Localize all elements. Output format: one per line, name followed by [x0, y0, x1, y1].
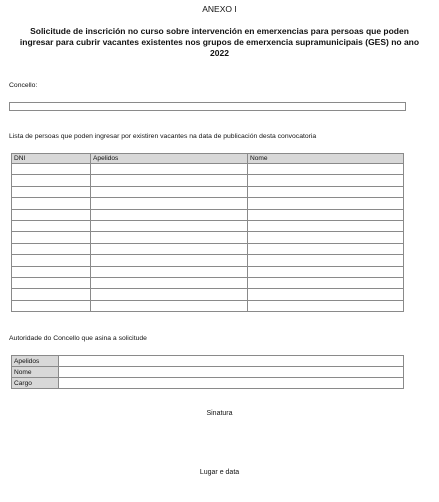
table-cell-nome[interactable] — [248, 198, 404, 209]
table-cell-dni[interactable] — [12, 198, 91, 209]
table-cell-nome[interactable] — [248, 255, 404, 266]
authority-table — [11, 355, 404, 389]
table-cell-nome[interactable] — [248, 289, 404, 300]
table-cell-dni[interactable] — [12, 300, 91, 311]
table-cell-dni[interactable] — [12, 209, 91, 220]
authority-key-apelidos: Apelidos — [12, 356, 59, 367]
authority-value-nome[interactable] — [59, 367, 404, 378]
table-cell-apelidos[interactable] — [91, 289, 248, 300]
table-cell-nome[interactable] — [248, 175, 404, 186]
annex-heading: ANEXO I — [202, 4, 237, 14]
table-cell-dni[interactable] — [12, 220, 91, 231]
table-row — [12, 175, 404, 186]
table-cell-apelidos[interactable] — [91, 164, 248, 175]
table-cell-dni[interactable] — [12, 277, 91, 288]
table-row — [12, 232, 404, 243]
authority-key-nome: Nome — [12, 367, 59, 378]
table-cell-dni[interactable] — [12, 186, 91, 197]
table-row — [12, 243, 404, 254]
table-cell-apelidos[interactable] — [91, 220, 248, 231]
table-cell-nome[interactable] — [248, 220, 404, 231]
table-cell-dni[interactable] — [12, 232, 91, 243]
column-header-apelidos: Apelidos — [91, 154, 248, 164]
table-cell-apelidos[interactable] — [91, 277, 248, 288]
authority-value-apelidos[interactable] — [59, 356, 404, 367]
table-row — [12, 164, 404, 175]
table-cell-dni[interactable] — [12, 175, 91, 186]
table-cell-dni[interactable] — [12, 289, 91, 300]
table-cell-nome[interactable] — [248, 232, 404, 243]
column-header-dni: DNI — [12, 154, 91, 164]
authority-row-cargo — [12, 378, 404, 389]
authority-label: Autoridade do Concello que asina a solicitude — [9, 335, 147, 342]
concello-label: Concello: — [9, 82, 38, 89]
authority-value-cargo[interactable] — [59, 378, 404, 389]
table-cell-nome[interactable] — [248, 164, 404, 175]
table-cell-nome[interactable] — [248, 266, 404, 277]
signature-label: Sinatura — [206, 410, 233, 417]
authority-row-nome — [12, 367, 404, 378]
table-cell-apelidos[interactable] — [91, 300, 248, 311]
table-row — [12, 198, 404, 209]
authority-key-cargo: Cargo — [12, 378, 59, 389]
table-cell-dni[interactable] — [12, 255, 91, 266]
table-row — [12, 289, 404, 300]
authority-row-apelidos — [12, 356, 404, 367]
document-title: Solicitude de inscrición no curso sobre intervención en emerxencias para persoas que poden ingresar para cubrir vacantes existentes nos grupos de emerxencia supramunicipais (GES) no ano 2022 — [19, 26, 420, 58]
table-row — [12, 255, 404, 266]
table-cell-apelidos[interactable] — [91, 209, 248, 220]
table-row — [12, 209, 404, 220]
table-row — [12, 300, 404, 311]
concello-field[interactable] — [9, 102, 406, 111]
table-cell-apelidos[interactable] — [91, 266, 248, 277]
persons-list-label: Lista de persoas que poden ingresar por existiren vacantes na data de publicación desta convocatoria — [9, 133, 317, 140]
table-cell-nome[interactable] — [248, 209, 404, 220]
table-cell-apelidos[interactable] — [91, 175, 248, 186]
column-header-nome: Nome — [248, 154, 404, 164]
table-cell-nome[interactable] — [248, 243, 404, 254]
table-cell-dni[interactable] — [12, 266, 91, 277]
table-cell-apelidos[interactable] — [91, 243, 248, 254]
table-cell-dni[interactable] — [12, 164, 91, 175]
table-cell-apelidos[interactable] — [91, 255, 248, 266]
table-cell-apelidos[interactable] — [91, 198, 248, 209]
table-row — [12, 277, 404, 288]
table-cell-nome[interactable] — [248, 186, 404, 197]
table-cell-dni[interactable] — [12, 243, 91, 254]
table-cell-nome[interactable] — [248, 277, 404, 288]
table-cell-apelidos[interactable] — [91, 232, 248, 243]
table-row — [12, 266, 404, 277]
table-row — [12, 186, 404, 197]
table-cell-apelidos[interactable] — [91, 186, 248, 197]
place-date-label: Lugar e data — [199, 469, 240, 476]
table-cell-nome[interactable] — [248, 300, 404, 311]
persons-header-row — [12, 154, 404, 164]
table-row — [12, 220, 404, 231]
persons-table — [11, 153, 404, 312]
